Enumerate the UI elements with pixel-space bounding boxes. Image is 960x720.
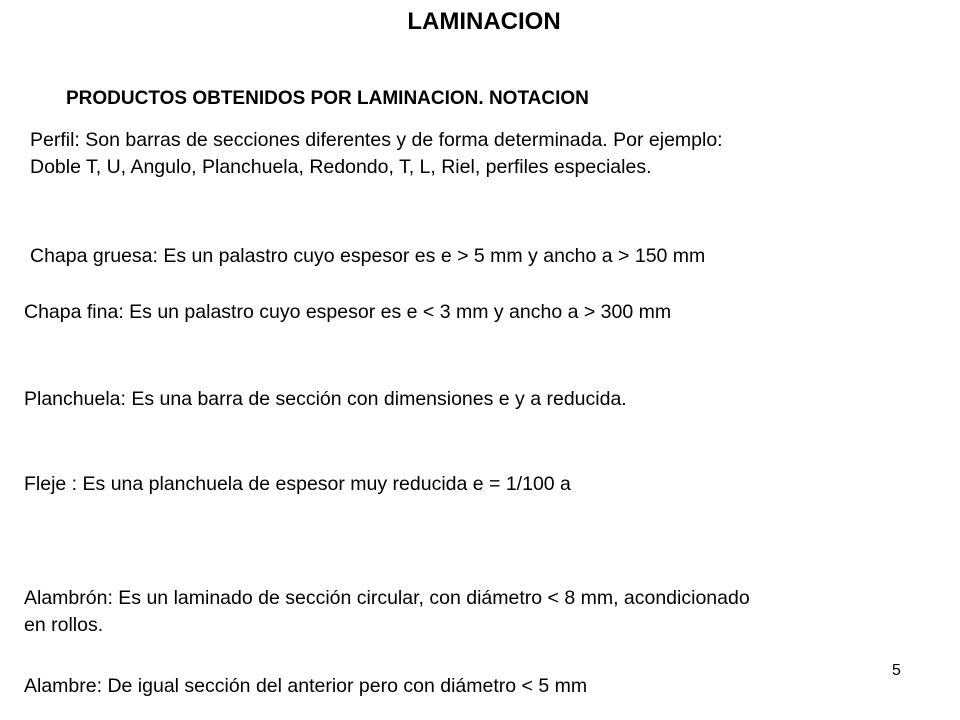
alambron-line-1: Alambrón: Es un laminado de sección circular, con diámetro < 8 mm, acondicionado <box>24 587 750 609</box>
page-number: 5 <box>892 662 901 679</box>
planchuela-definition: Planchuela: Es una barra de sección con dimensiones e y a reducida. <box>24 388 627 410</box>
alambre-definition: Alambre: De igual sección del anterior pero con diámetro < 5 mm <box>24 675 588 697</box>
alambron-definition <box>24 585 750 639</box>
perfil-line-1: Perfil: Son barras de secciones diferentes y de forma determinada. Por ejemplo: <box>30 129 723 151</box>
chapa-gruesa-definition: Chapa gruesa: Es un palastro cuyo espesor es e > 5 mm y ancho a > 150 mm <box>30 245 706 267</box>
alambron-line-2: en rollos. <box>24 614 104 636</box>
slide-title: LAMINACION <box>407 8 561 35</box>
perfil-line-2: Doble T, U, Angulo, Planchuela, Redondo, T, L, Riel, perfiles especiales. <box>30 156 652 178</box>
fleje-definition: Fleje : Es una planchuela de espesor muy reducida e = 1/100 a <box>24 473 571 495</box>
chapa-fina-definition: Chapa fina: Es un palastro cuyo espesor es e < 3 mm y ancho a > 300 mm <box>24 301 672 323</box>
section-heading: PRODUCTOS OBTENIDOS POR LAMINACION. NOTACION <box>66 88 589 109</box>
perfil-definition <box>30 127 723 181</box>
